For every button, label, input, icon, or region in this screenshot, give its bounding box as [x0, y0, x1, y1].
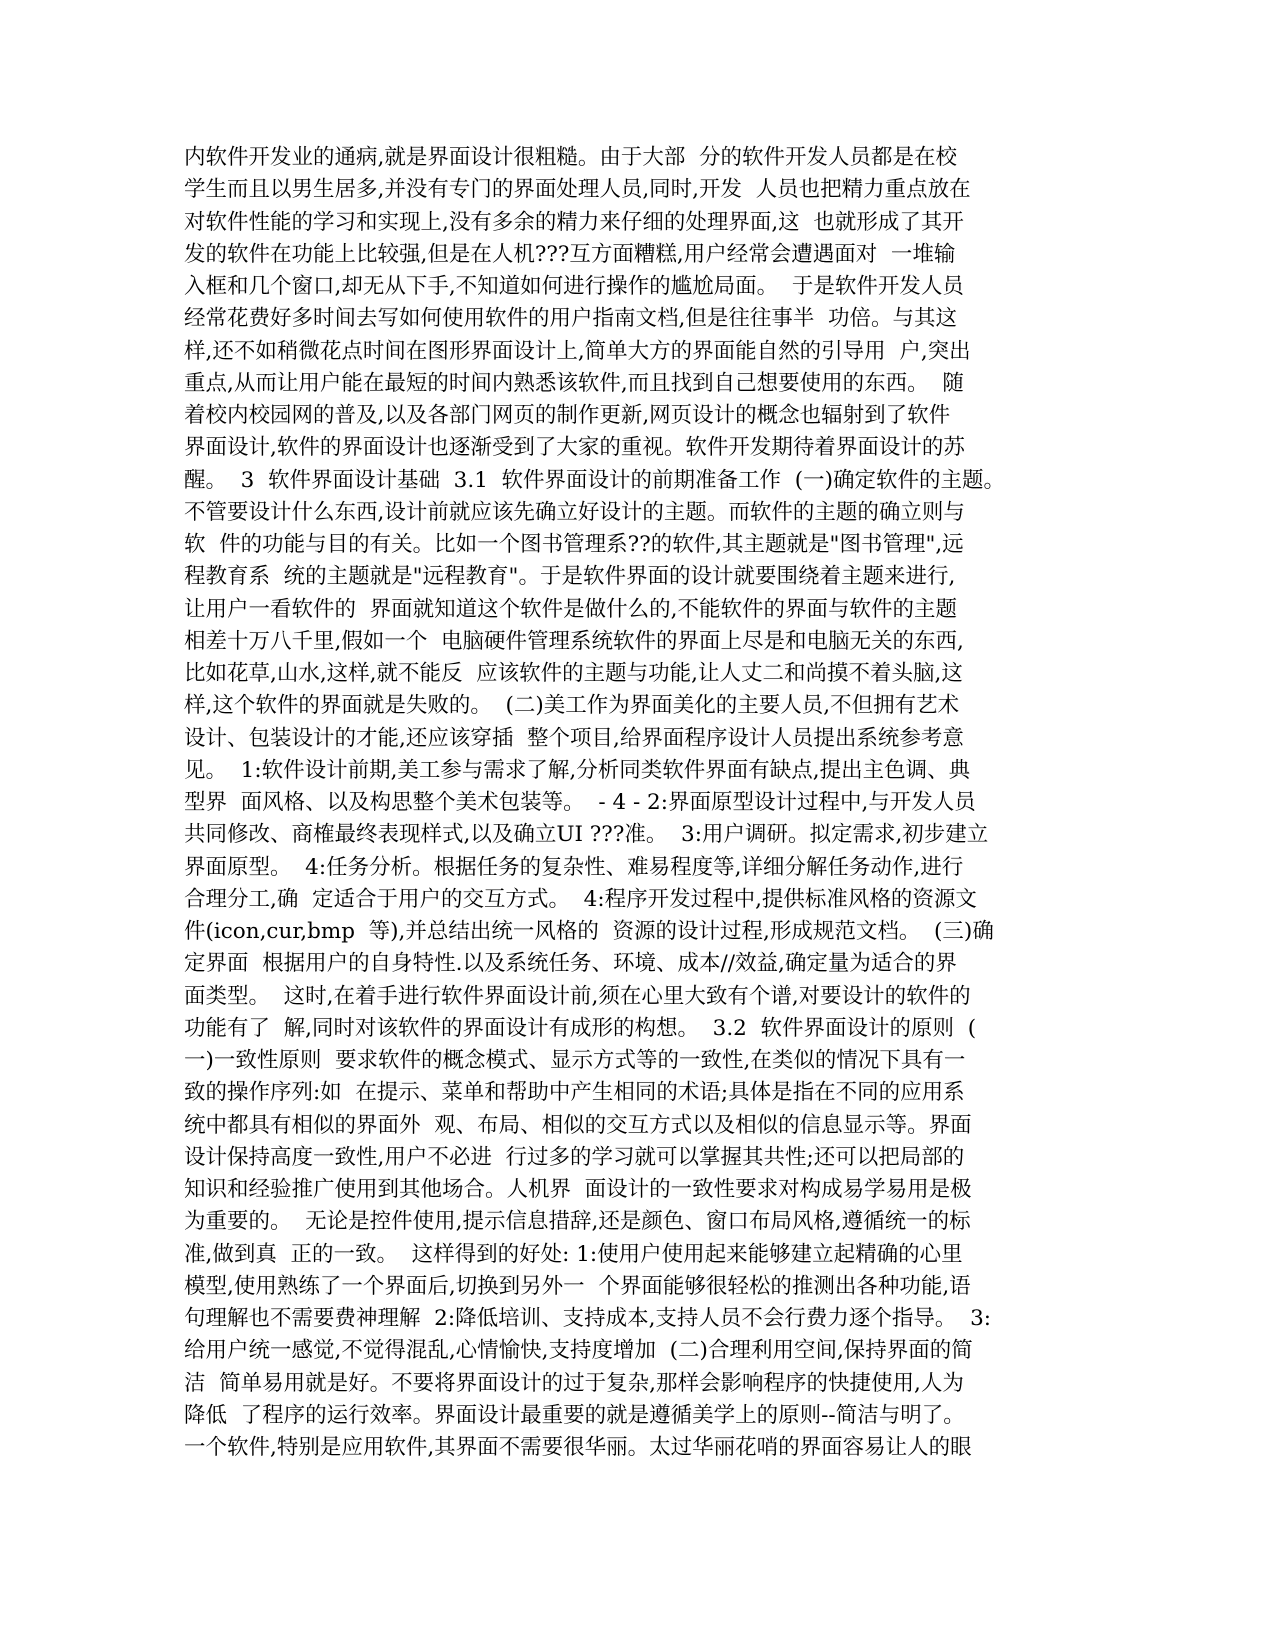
text-line: 知识和经验推广使用到其他场合。人机界 面设计的一致性要求对构成易学易用是极	[184, 1177, 972, 1202]
text-line: 功能有了 解,同时对该软件的界面设计有成形的构想。 3.2 软件界面设计的原则 (	[184, 1015, 977, 1041]
text-line: 为重要的。 无论是控件使用,提示信息措辞,还是颜色、窗口布局风格,遵循统一的标	[184, 1209, 971, 1235]
text-line: 给用户统一感觉,不觉得混乱,心情愉快,支持度增加 (二)合理利用空间,保持界面的简	[184, 1338, 973, 1364]
text-line: 模型,使用熟练了一个界面后,切换到另外一 个界面能够很轻松的推测出各种功能,语	[184, 1273, 971, 1299]
text-line: 件(icon,cur,bmp 等),并总结出统一风格的 资源的设计过程,形成规范文档。 (三)确	[184, 919, 994, 944]
text-line: 设计、包装设计的才能,还应该穿插 整个项目,给界面程序设计人员提出系统参考意	[184, 725, 964, 751]
text-line: 一)一致性原则 要求软件的概念模式、显示方式等的一致性,在类似的情况下具有一	[184, 1048, 966, 1073]
text-line: 面类型。 这时,在着手进行软件界面设计前,须在心里大致有个谱,对要设计的软件的	[184, 983, 971, 1009]
text-line: 对软件性能的学习和实现上,没有多余的精力来仔细的处理界面,这 也就形成了其开	[184, 209, 964, 235]
text-line: 一个软件,特别是应用软件,其界面不需要很华丽。太过华丽花哨的界面容易让人的眼	[184, 1435, 972, 1460]
text-line: 样,这个软件的界面就是失败的。 (二)美工作为界面美化的主要人员,不但拥有艺术	[184, 693, 960, 719]
text-line: 经常花费好多时间去写如何使用软件的用户指南文档,但是往往事半 功倍。与其这	[184, 306, 958, 332]
text-line: 句理解也不需要费神理解 2:降低培训、支持成本,支持人员不会行费力逐个指导。 3:	[184, 1306, 992, 1331]
text-line: 降低 了程序的运行效率。界面设计最重要的就是遵循美学上的原则--简洁与明了。	[184, 1402, 965, 1428]
text-line: 界面设计,软件的界面设计也逐渐受到了大家的重视。软件开发期待着界面设计的苏	[184, 435, 965, 461]
text-line: 致的操作序列:如 在提示、菜单和帮助中产生相同的术语;具体是指在不同的应用系	[184, 1080, 965, 1106]
body-text	[184, 142, 1094, 1464]
text-line: 相差十万八千里,假如一个 电脑硬件管理系统软件的界面上尽是和电脑无关的东西,	[184, 628, 964, 654]
text-line: 着校内校园网的普及,以及各部门网页的制作更新,网页设计的概念也辐射到了软件	[184, 403, 951, 428]
text-line: 比如花草,山水,这样,就不能反 应该软件的主题与功能,让人丈二和尚摸不着头脑,这	[184, 661, 963, 686]
text-line: 入框和几个窗口,却无从下手,不知道如何进行操作的尴尬局面。 于是软件开发人员	[184, 274, 964, 299]
text-line: 醒。 3 软件界面设计基础 3.1 软件界面设计的前期准备工作 (一)确定软件的主题。	[184, 467, 1005, 493]
text-line: 见。 1:软件设计前期,美工参与需求了解,分析同类软件界面有缺点,提出主色调、典	[184, 757, 971, 783]
text-line: 发的软件在功能上比较强,但是在人机???互方面糟糕,用户经常会遭遇面对 一堆输	[184, 241, 956, 267]
text-line: 内软件开发业的通病,就是界面设计很粗糙。由于大部 分的软件开发人员都是在校	[184, 145, 958, 170]
text-line: 界面原型。 4:任务分析。根据任务的复杂性、难易程度等,详细分解任务动作,进行	[184, 854, 964, 880]
text-line: 合理分工,确 定适合于用户的交互方式。 4:程序开发过程中,提供标准风格的资源文	[184, 886, 977, 912]
text-line: 学生而且以男生居多,并没有专门的界面处理人员,同时,开发 人员也把精力重点放在	[184, 177, 971, 203]
text-line: 样,还不如稍微花点时间在图形界面设计上,简单大方的界面能自然的引导用 户,突出	[184, 338, 971, 364]
text-line: 程教育系 统的主题就是"远程教育"。于是软件界面的设计就要围绕着主题来进行,	[184, 564, 956, 590]
text-line: 准,做到真 正的一致。 这样得到的好处: 1:使用户使用起来能够建立起精确的心里	[184, 1241, 963, 1267]
text-line: 重点,从而让用户能在最短的时间内熟悉该软件,而且找到自己想要使用的东西。 随	[184, 370, 964, 396]
text-line: 定界面 根据用户的自身特性.以及系统任务、环境、成本//效益,确定量为适合的界	[184, 951, 957, 977]
text-line: 统中都具有相似的界面外 观、布局、相似的交互方式以及相似的信息显示等。界面	[184, 1112, 972, 1138]
text-line: 软 件的功能与目的有关。比如一个图书管理系??的软件,其主题就是"图书管理",远	[184, 532, 964, 557]
text-line: 共同修改、商榷最终表现样式,以及确立UI ???准。 3:用户调研。拟定需求,初步建立	[184, 822, 989, 848]
text-line: 不管要设计什么东西,设计前就应该先确立好设计的主题。而软件的主题的确立则与	[184, 499, 965, 525]
text-line: 让用户一看软件的 界面就知道这个软件是做什么的,不能软件的界面与软件的主题	[184, 596, 958, 622]
text-line: 型界 面风格、以及构思整个美术包装等。 - 4 - 2:界面原型设计过程中,与开发人员	[184, 790, 976, 815]
text-line: 洁 简单易用就是好。不要将界面设计的过于复杂,那样会影响程序的快捷使用,人为	[184, 1370, 964, 1396]
text-line: 设计保持高度一致性,用户不必进 行过多的学习就可以掌握其共性;还可以把局部的	[184, 1144, 965, 1170]
